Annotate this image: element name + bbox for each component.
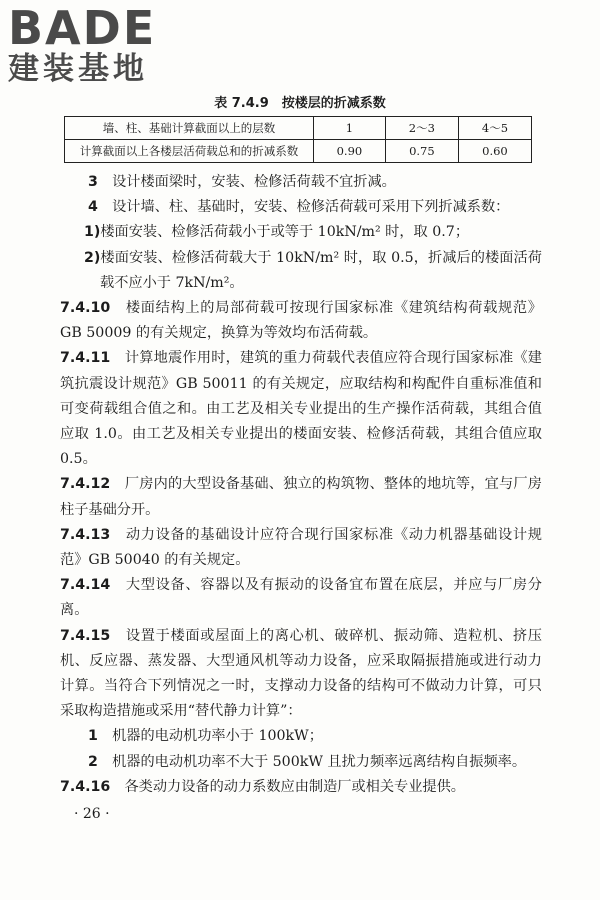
reduction-table bbox=[64, 116, 532, 163]
page-number: · 26 · bbox=[74, 806, 110, 822]
table-cell: 0.90 bbox=[314, 140, 386, 163]
table-cell: 2～3 bbox=[385, 117, 458, 140]
clause-number: 7.4.10 bbox=[60, 300, 111, 317]
clause-text: 大型设备、容器以及有振动的设备宜布置在底层，并应与厂房分离。 bbox=[60, 577, 542, 619]
clause-item bbox=[60, 195, 542, 220]
sub-clause-item bbox=[60, 220, 542, 245]
clause-text: 设计墙、柱、基础时，安装、检修活荷载可采用下列折减系数： bbox=[112, 199, 510, 216]
clause-section bbox=[60, 573, 542, 623]
table-cell: 计算截面以上各楼层活荷载总和的折减系数 bbox=[65, 140, 314, 163]
clause-text: 厂房内的大型设备基础、独立的构筑物、整体的地坑等，宜与厂房柱子基础分开。 bbox=[60, 476, 542, 518]
clause-item bbox=[60, 170, 542, 195]
clause-text: 机器的电动机功率小于 100kW； bbox=[112, 728, 323, 745]
clause-number: 1) bbox=[84, 224, 101, 241]
clause-section bbox=[60, 346, 542, 472]
clause-section bbox=[60, 472, 542, 522]
clause-number: 7.4.11 bbox=[60, 350, 111, 367]
clause-number: 7.4.14 bbox=[60, 577, 111, 594]
watermark-brand: BADE bbox=[8, 1, 157, 55]
clause-number: 4 bbox=[88, 199, 98, 216]
table-row bbox=[65, 140, 532, 163]
clause-section bbox=[60, 523, 542, 573]
table-cell: 0.60 bbox=[458, 140, 531, 163]
table-title: 表 7.4.9 按楼层的折减系数 bbox=[214, 96, 386, 111]
clause-section bbox=[60, 624, 542, 725]
table-row bbox=[65, 117, 532, 140]
clause-section bbox=[60, 296, 542, 346]
clause-text: 各类动力设备的动力系数应由制造厂或相关专业提供。 bbox=[124, 778, 465, 795]
clause-number: 3 bbox=[88, 174, 98, 190]
clause-text: 楼面安装、检修活荷载大于 10kN/m² 时，取 0.5，折减后的楼面活荷载不应小于 7kN/m²。 bbox=[100, 249, 542, 291]
body-text bbox=[60, 170, 542, 800]
clause-number: 7.4.13 bbox=[60, 526, 111, 543]
clause-number: 7.4.16 bbox=[60, 778, 111, 795]
clause-number: 7.4.12 bbox=[60, 476, 111, 493]
clause-text: 楼面安装、检修活荷载小于或等于 10kN/m² 时，取 0.7； bbox=[100, 224, 470, 241]
table-cell: 0.75 bbox=[385, 140, 458, 163]
clause-text: 动力设备的基础设计应符合现行国家标准《动力机器基础设计规范》GB 50040 的有关规定。 bbox=[60, 526, 542, 569]
clause-text: 机器的电动机功率不大于 500kW 且扰力频率远离结构自振频率。 bbox=[112, 753, 527, 770]
watermark-subtitle: 建装基地 bbox=[8, 51, 148, 87]
clause-number: 2 bbox=[88, 753, 98, 770]
clause-number: 1 bbox=[88, 728, 98, 745]
clause-section bbox=[60, 775, 542, 800]
clause-text: 设置于楼面或屋面上的离心机、破碎机、振动筛、造粒机、挤压机、反应器、蒸发器、大型通风机等动力设备，应采取隔振措施或进行动力计算。当符合下列情况之一时，支撑动力设备的结构可不做动力计算，可只采取构造措施或采用“替代静力计算”： bbox=[60, 627, 542, 720]
clause-number: 7.4.15 bbox=[60, 627, 111, 644]
watermark-logo bbox=[8, 1, 183, 87]
clause-text: 楼面结构上的局部荷载可按现行国家标准《建筑结构荷载规范》GB 50009 的有关规定，换算为等效均布活荷载。 bbox=[60, 300, 542, 342]
sub-clause-item bbox=[60, 246, 542, 296]
clause-number: 2) bbox=[84, 249, 101, 266]
clause-text: 计算地震作用时，建筑的重力荷载代表值应符合现行国家标准《建筑抗震设计规范》GB 50011 的有关规定，应取结构和构配件自重标准值和可变荷载组合值之和。由工艺及相关专业提出的生产操作活荷载，其组合值应取 1.0。由工艺及相关专业提出的楼面安装、检修活荷载，其组合值应取 0.5。 bbox=[60, 350, 542, 468]
clause-item bbox=[60, 724, 542, 749]
table-cell: 墙、柱、基础计算截面以上的层数 bbox=[65, 117, 314, 140]
table-cell: 4～5 bbox=[458, 117, 531, 140]
table-cell: 1 bbox=[314, 117, 386, 140]
clause-text: 设计楼面梁时，安装、检修活荷载不宜折减。 bbox=[112, 174, 396, 190]
clause-item bbox=[60, 750, 542, 775]
